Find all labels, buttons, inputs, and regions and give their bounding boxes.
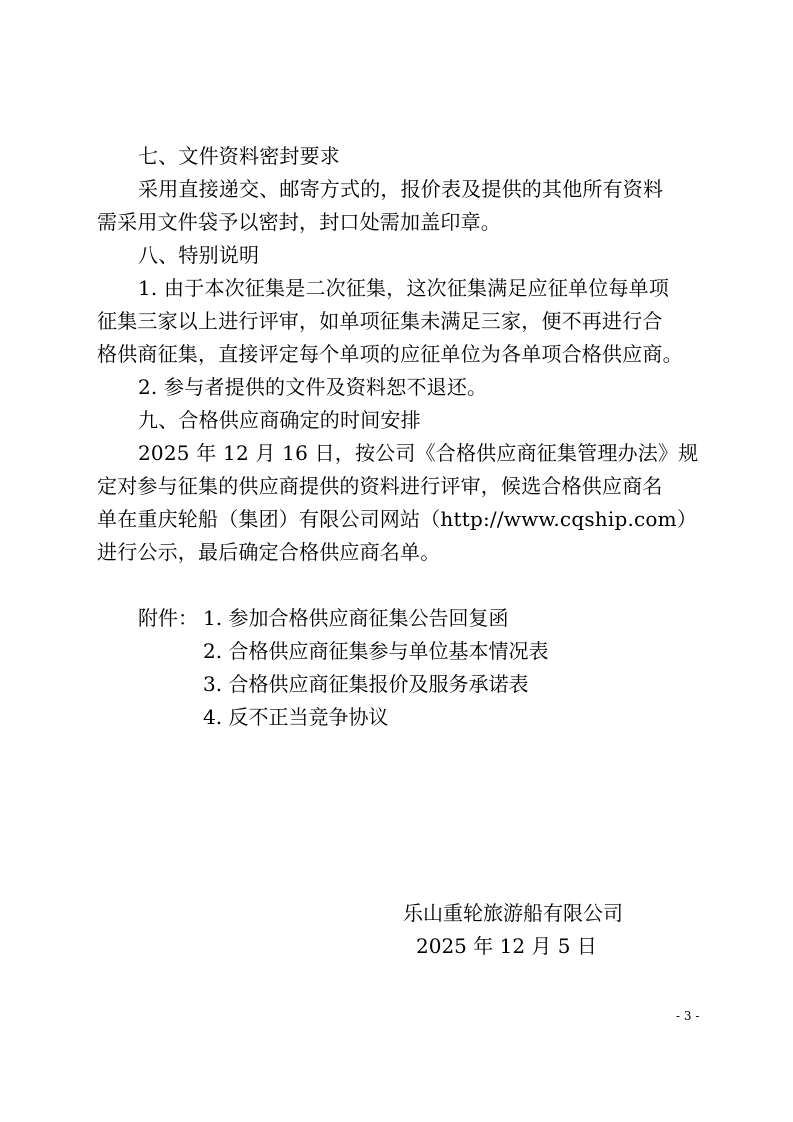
section-9-line-3: 单在重庆轮船（集团）有限公司网站（http://www.cqship.com） <box>97 507 698 531</box>
section-8-item-1-line-2: 征集三家以上进行评审，如单项征集未满足三家，便不再进行合 <box>97 309 663 333</box>
attachment-item-3: 3. 合格供应商征集报价及服务承诺表 <box>203 672 529 696</box>
signature-company: 乐山重轮旅游船有限公司 <box>403 901 623 925</box>
section-9-heading: 九、合格供应商确定的时间安排 <box>138 408 421 432</box>
section-9-line-2: 定对参与征集的供应商提供的资料进行评审，候选合格供应商名 <box>97 474 663 498</box>
signature-date: 2025 年 12 月 5 日 <box>416 934 597 958</box>
section-8-item-1-line-1: 1. 由于本次征集是二次征集，这次征集满足应征单位每单项 <box>138 276 670 300</box>
section-9-line-4: 进行公示，最后确定合格供应商名单。 <box>97 540 441 564</box>
attachments-label: 附件： <box>138 606 198 630</box>
section-7-heading: 七、文件资料密封要求 <box>138 144 340 168</box>
attachment-item-2: 2. 合格供应商征集参与单位基本情况表 <box>203 639 549 663</box>
section-8-item-2: 2. 参与者提供的文件及资料恕不退还。 <box>138 375 488 399</box>
section-7-line-2: 需采用文件袋予以密封，封口处需加盖印章。 <box>97 210 501 234</box>
section-8-heading: 八、特别说明 <box>138 243 260 267</box>
section-8-item-1-line-3: 格供商征集，直接评定每个单项的应征单位为各单项合格供应商。 <box>97 342 683 366</box>
attachment-item-4: 4. 反不正当竞争协议 <box>203 705 389 729</box>
page-number: - 3 - <box>676 1009 700 1023</box>
section-9-line-1: 2025 年 12 月 16 日，按公司《合格供应商征集管理办法》规 <box>138 441 699 465</box>
section-7-line-1: 采用直接递交、邮寄方式的，报价表及提供的其他所有资料 <box>138 177 664 201</box>
attachment-item-1: 1. 参加合格供应商征集公告回复函 <box>203 606 509 630</box>
